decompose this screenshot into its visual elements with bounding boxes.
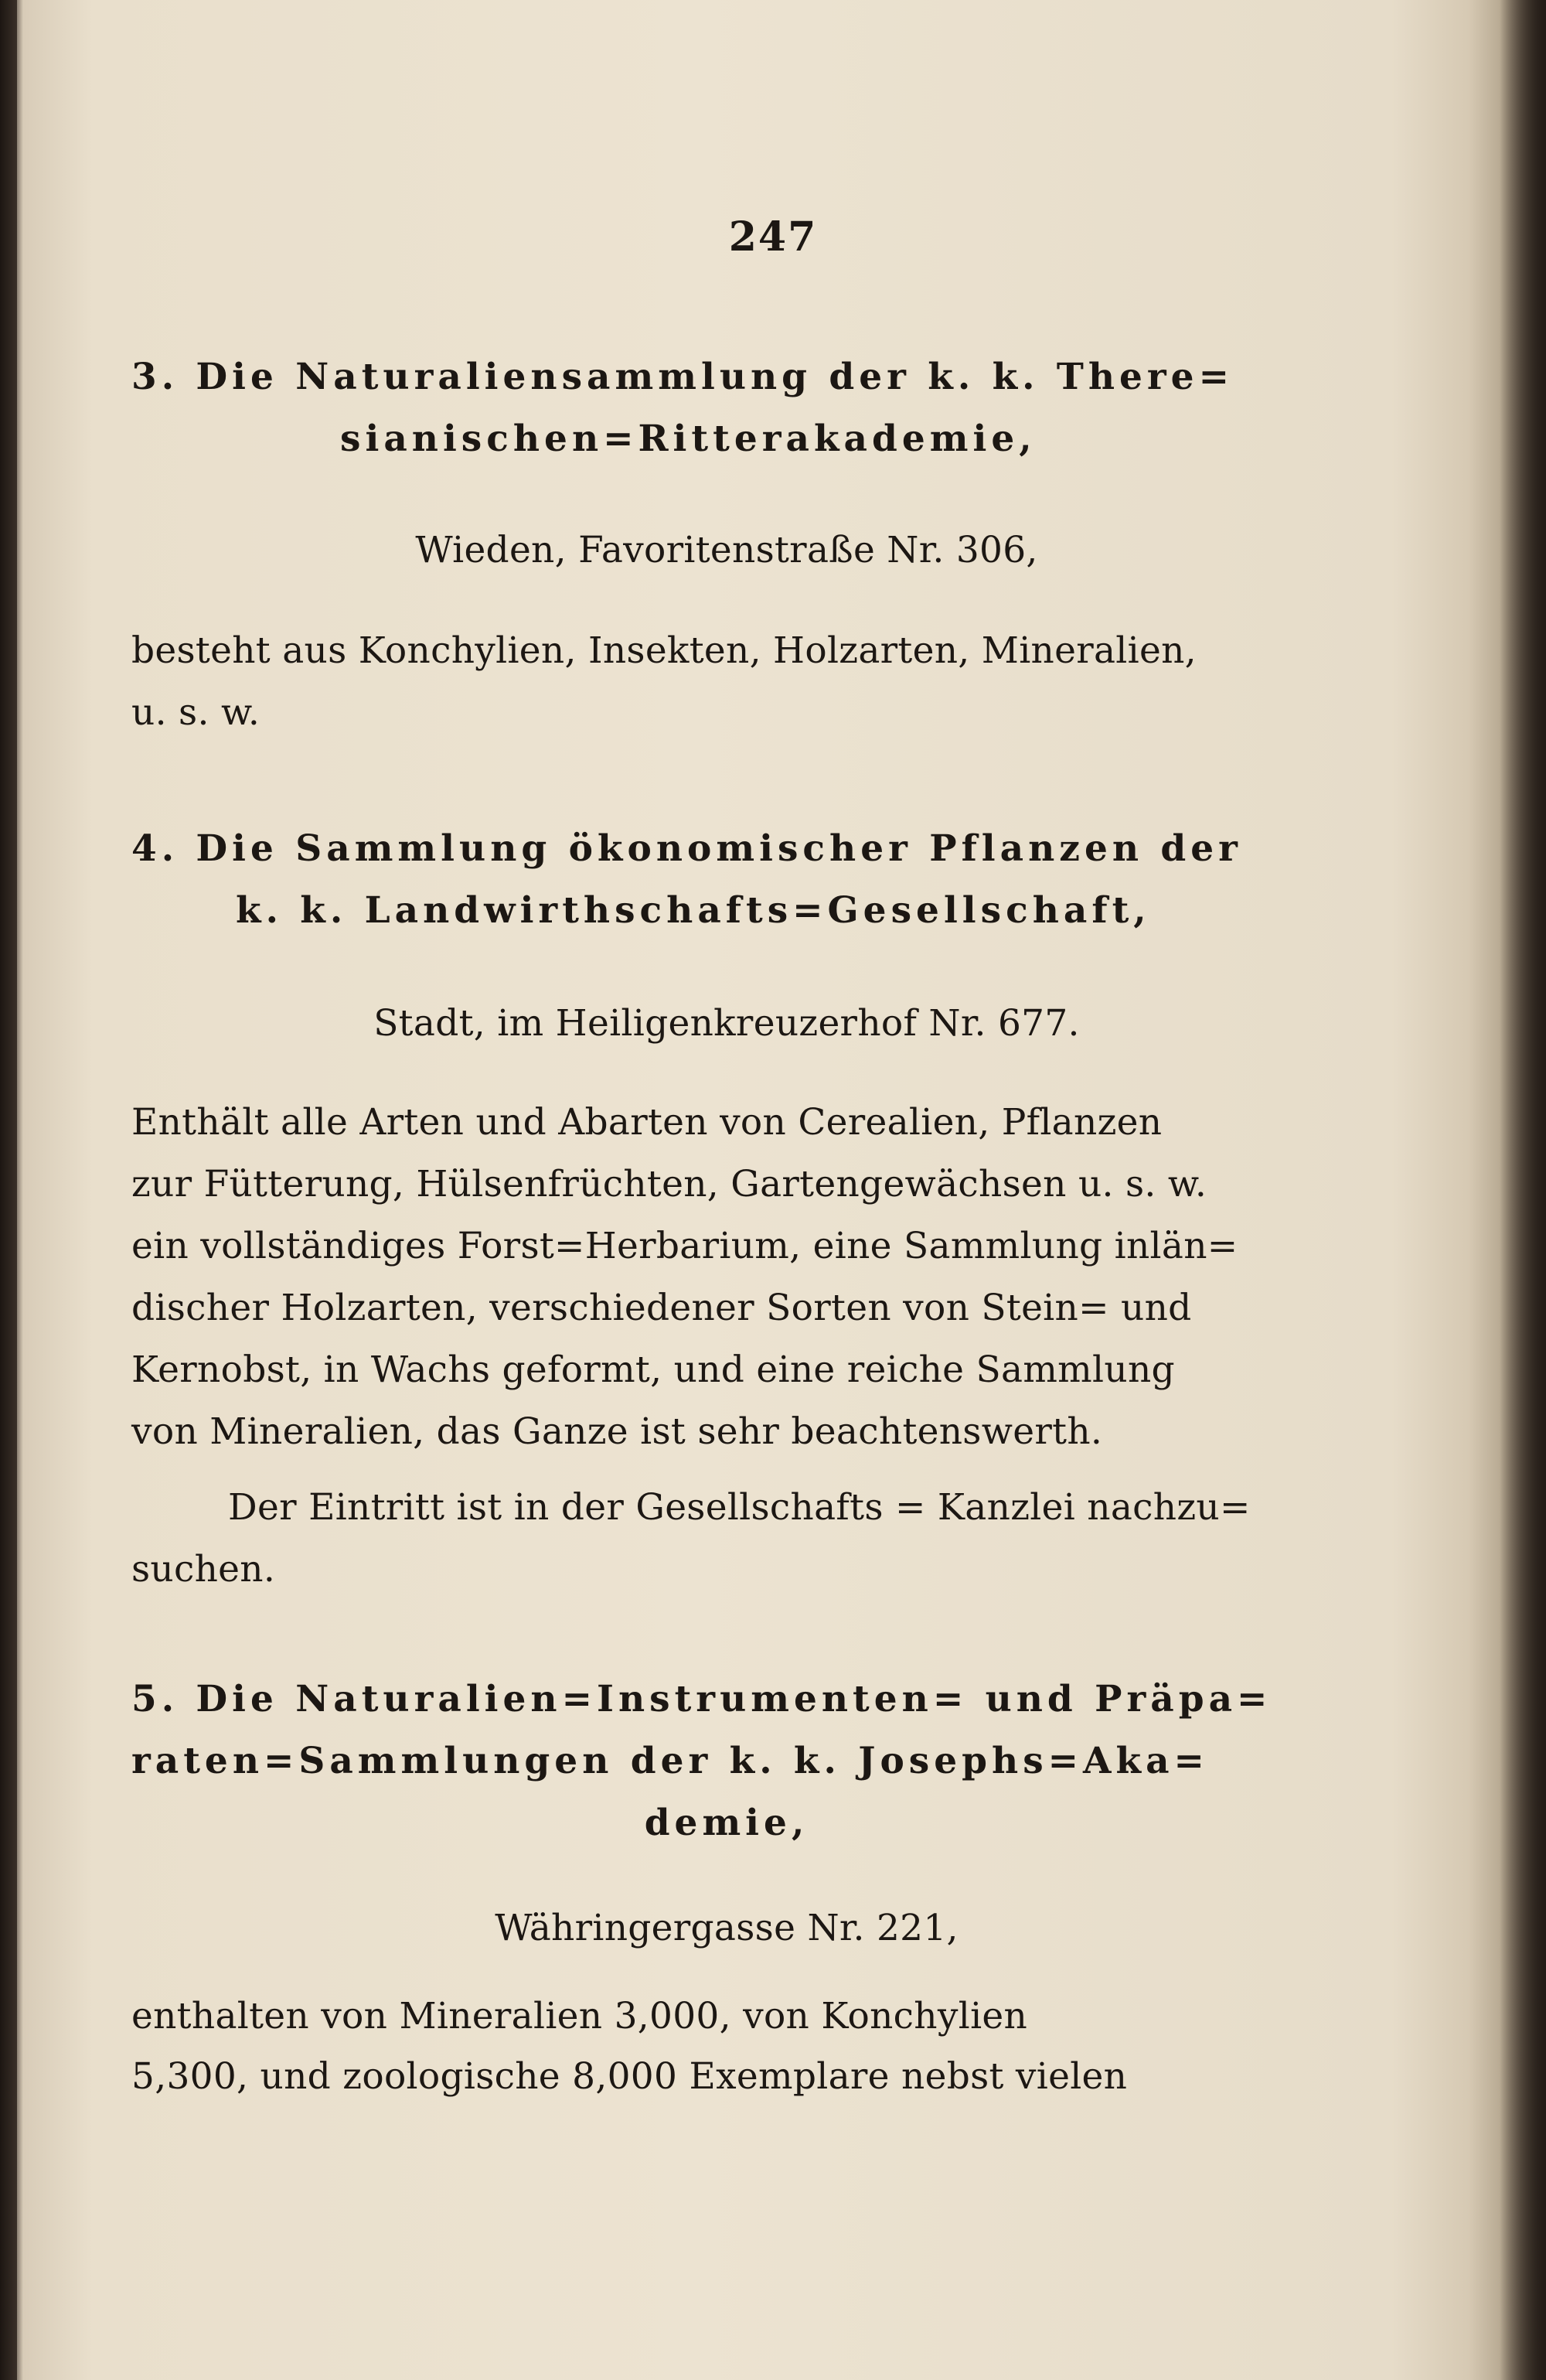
- entry-5-body-line-2: 5,300, und zoologische 8,000 Exemplare nebst vielen: [131, 2055, 1128, 2098]
- entry-5-address: Währingergasse Nr. 221,: [495, 1907, 959, 1949]
- entry-4-body-line-7: Der Eintritt ist in der Gesellschafts = Kanzlei nachzu=: [228, 1486, 1251, 1529]
- entry-5-body-line-1: enthalten von Mineralien 3,000, von Konchylien: [131, 1995, 1028, 2037]
- binding-shadow: [0, 0, 17, 2380]
- entry-3-body-line-2: u. s. w.: [131, 691, 261, 734]
- entry-4-body-line-3: ein vollständiges Forst=Herbarium, eine Sammlung inlän=: [131, 1225, 1238, 1267]
- entry-4-title-line-1: 4. Die Sammlung ökonomischer Pflanzen der: [131, 827, 1242, 870]
- page-number: 247: [728, 213, 818, 261]
- entry-4-title-line-2: k. k. Landwirthschafts=Gesellschaft,: [236, 889, 1151, 932]
- entry-4-address: Stadt, im Heiligenkreuzerhof Nr. 677.: [373, 1002, 1080, 1045]
- entry-3-address: Wieden, Favoritenstraße Nr. 306,: [415, 529, 1038, 571]
- page-edge-shadow: [1500, 0, 1546, 2380]
- entry-3-body-line-1: besteht aus Konchylien, Insekten, Holzarten, Mineralien,: [131, 629, 1197, 672]
- entry-4-body-line-5: Kernobst, in Wachs geformt, und eine reiche Sammlung: [131, 1349, 1175, 1391]
- entry-4-body-line-1: Enthält alle Arten und Abarten von Cerealien, Pflanzen: [131, 1101, 1163, 1144]
- entry-4-body-line-2: zur Fütterung, Hülsenfrüchten, Gartengewächsen u. s. w.: [131, 1163, 1207, 1205]
- entry-4-body-line-6: von Mineralien, das Ganze ist sehr beachtenswerth.: [131, 1410, 1103, 1453]
- entry-4-body-line-8: suchen.: [131, 1548, 276, 1591]
- entry-3-title-line-2: sianischen=Ritterakademie,: [340, 418, 1037, 460]
- entry-5-title-line-2: raten=Sammlungen der k. k. Josephs=Aka=: [131, 1740, 1209, 1782]
- entry-5-title-line-3: demie,: [644, 1802, 809, 1844]
- entry-3-title-line-1: 3. Die Naturaliensammlung der k. k. There=: [131, 356, 1234, 398]
- entry-5-title-line-1: 5. Die Naturalien=Instrumenten= und Präpa=: [131, 1678, 1272, 1720]
- entry-4-body-line-4: discher Holzarten, verschiedener Sorten von Stein= und: [131, 1287, 1192, 1329]
